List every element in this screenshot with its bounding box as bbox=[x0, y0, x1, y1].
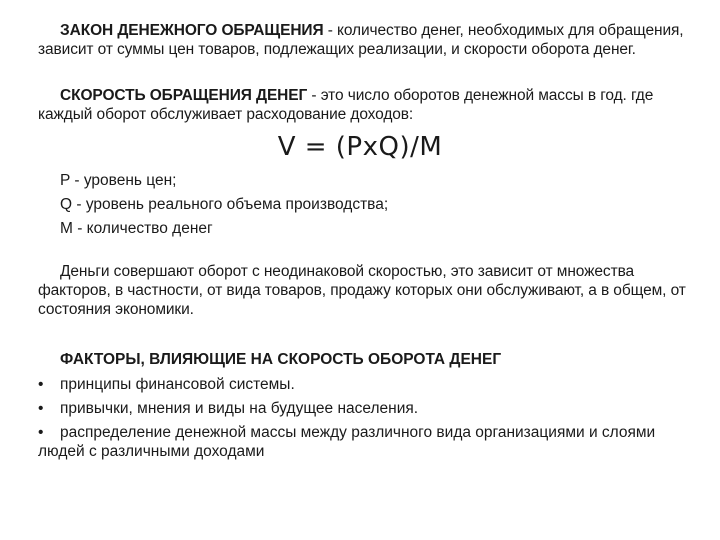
turnover-paragraph: Деньги совершают оборот с неодинаковой скоростью, это зависит от множества факторов, в частности, от вида товаров, продажу которых они обслуживают, а в общем, от состояния экономики. bbox=[38, 263, 686, 318]
bullet-icon: • bbox=[38, 424, 44, 441]
legend-price-level: P - уровень цен; bbox=[60, 172, 177, 189]
velocity-formula: V = (PxQ)/M bbox=[277, 132, 443, 162]
bullet-icon: • bbox=[38, 400, 44, 417]
legend-real-output: Q - уровень реального объема производства; bbox=[60, 196, 389, 213]
bullet-icon: • bbox=[38, 376, 44, 393]
factor-item-text: принципы финансовой системы. bbox=[60, 376, 295, 393]
factor-item bbox=[38, 399, 686, 418]
velocity-paragraph bbox=[38, 86, 686, 124]
law-paragraph bbox=[38, 21, 686, 59]
factor-item-text: распределение денежной массы между различного вида организациями и слоями людей с различными доходами bbox=[38, 424, 656, 460]
velocity-definition: - это число оборотов денежной массы в год. где каждый оборот обслуживает расходование доходов: bbox=[38, 87, 654, 123]
velocity-term: СКОРОСТЬ ОБРАЩЕНИЯ ДЕНЕГ bbox=[60, 87, 308, 104]
factor-item bbox=[38, 423, 686, 461]
legend-money-quantity: M - количество денег bbox=[60, 220, 213, 237]
factor-item bbox=[38, 375, 686, 394]
factors-heading: ФАКТОРЫ, ВЛИЯЮЩИЕ НА СКОРОСТЬ ОБОРОТА ДЕНЕГ bbox=[60, 351, 502, 368]
law-definition: - количество денег, необходимых для обращения, зависит от суммы цен товаров, подлежащих реализации, и скорости оборота денег. bbox=[38, 22, 684, 58]
law-term: ЗАКОН ДЕНЕЖНОГО ОБРАЩЕНИЯ bbox=[60, 22, 324, 39]
factor-item-text: привычки, мнения и виды на будущее населения. bbox=[60, 400, 419, 417]
